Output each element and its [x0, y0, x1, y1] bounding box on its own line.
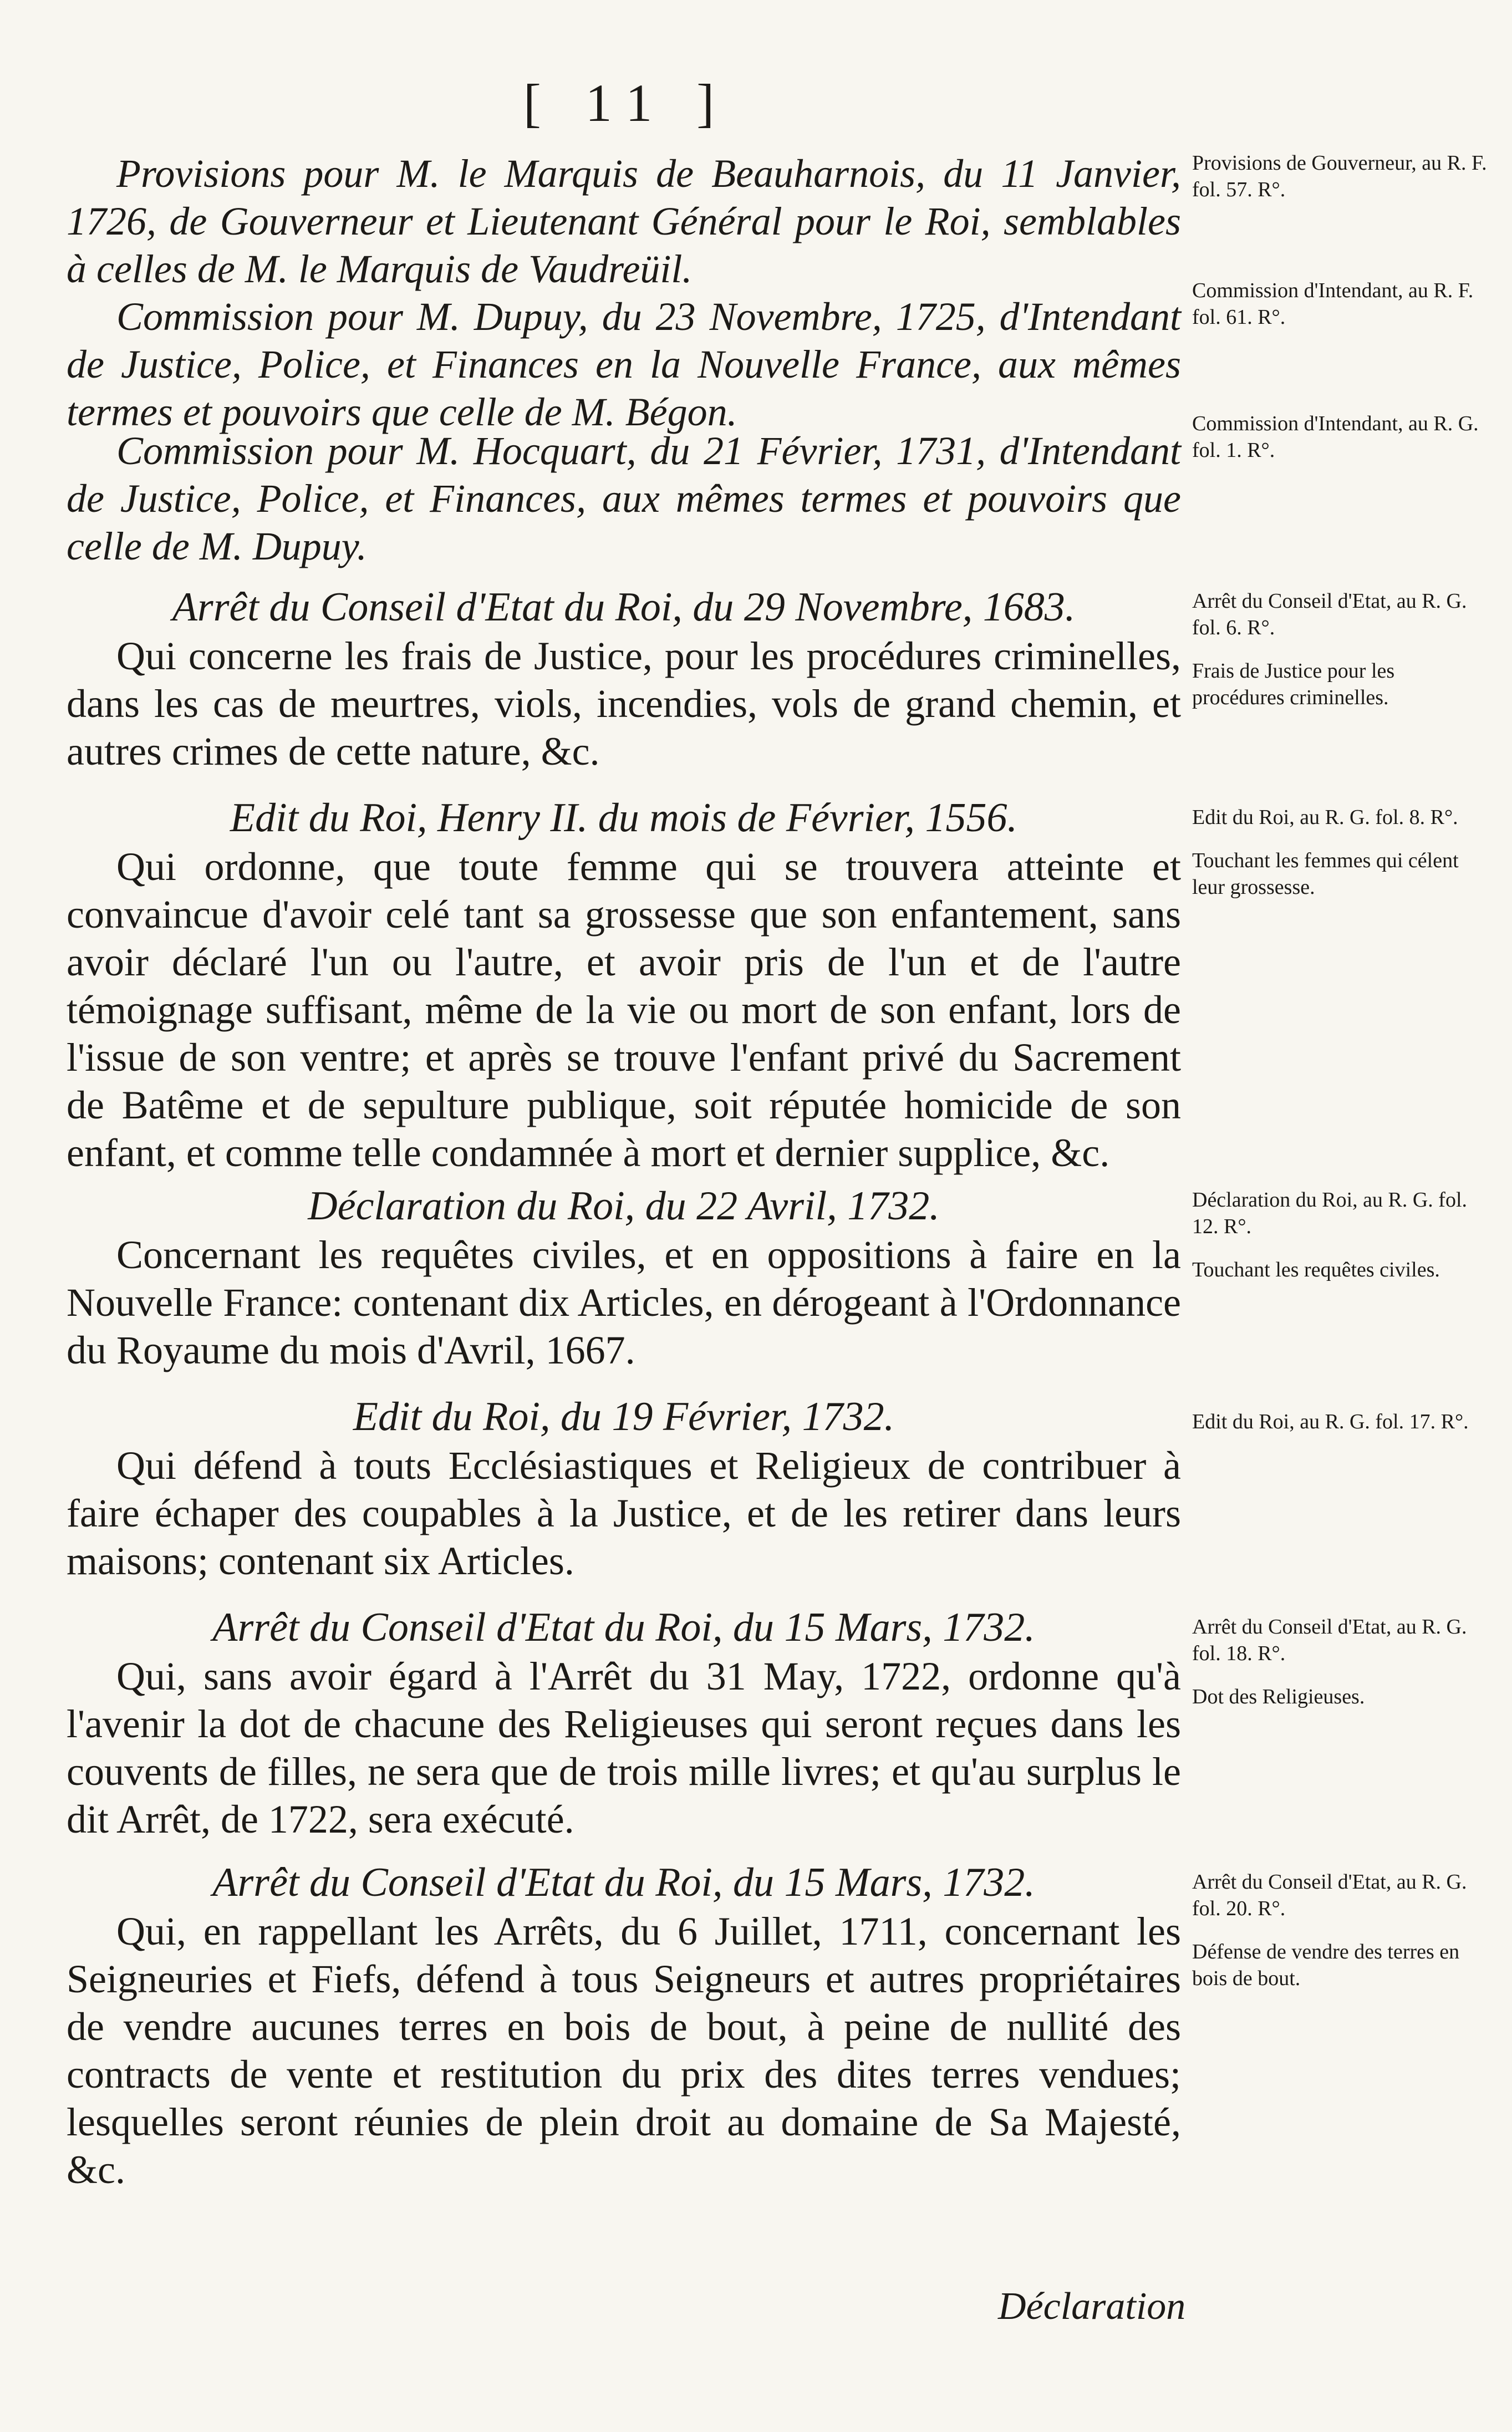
note-subject: Touchant les femmes qui célent leur grossesse.: [1192, 849, 1459, 899]
entry-text: Qui concerne les frais de Justice, pour les procédures criminelles, dans les cas de meurtres, viols, incendies, vols de grand chemin, et autres crimes de cette nature, &c.: [67, 634, 1181, 774]
entry-edit-1556: [67, 793, 1181, 1177]
entry-declaration-1732: [67, 1181, 1181, 1374]
margin-note: [1192, 1614, 1491, 1710]
entry-commission-hocquart: [67, 427, 1181, 570]
margin-note: [1192, 150, 1491, 203]
note-subject: Frais de Justice pour les procédures criminelles.: [1192, 659, 1395, 709]
entry-heading: Arrêt du Conseil d'Etat du Roi, du 29 Novembre, 1683.: [172, 584, 1076, 630]
note-reference: Arrêt du Conseil d'Etat, au R. G. fol. 18. R°.: [1192, 1615, 1467, 1665]
note-reference: Edit du Roi, au R. G. fol. 17. R°.: [1192, 1410, 1469, 1433]
margin-note: [1192, 1187, 1491, 1283]
entry-text: Concernant les requêtes civiles, et en oppositions à faire en la Nouvelle France: contenant dix Articles, en dérogeant à l'Ordonnance du Royaume du mois d'Avril, 1667.: [67, 1233, 1181, 1372]
entry-heading: Arrêt du Conseil d'Etat du Roi, du 15 Mars, 1732.: [212, 1860, 1035, 1905]
entry-provisions-beauharnois: [67, 150, 1181, 293]
note-reference: Commission d'Intendant, au R. F. fol. 61. R°.: [1192, 279, 1474, 329]
margin-note: [1192, 410, 1491, 464]
entry-arret-dot-1732: [67, 1602, 1181, 1843]
note-reference: Déclaration du Roi, au R. G. fol. 12. R°.: [1192, 1188, 1468, 1238]
entry-arret-1683: [67, 582, 1181, 775]
note-subject: Défense de vendre des terres en bois de bout.: [1192, 1940, 1460, 1990]
note-reference: Provisions de Gouverneur, au R. F. fol. 57. R°.: [1192, 151, 1487, 201]
note-reference: Arrêt du Conseil d'Etat, au R. G. fol. 20. R°.: [1192, 1870, 1467, 1920]
entry-heading: Déclaration du Roi, du 22 Avril, 1732.: [308, 1183, 940, 1229]
note-subject: Dot des Religieuses.: [1192, 1685, 1365, 1708]
note-subject: Touchant les requêtes civiles.: [1192, 1258, 1440, 1281]
margin-note: [1192, 277, 1491, 330]
entry-text: Commission pour M. Dupuy, du 23 Novembre, 1725, d'Intendant de Justice, Police, et Finances en la Nouvelle France, aux mêmes termes et pouvoirs que celle de M. Bégon.: [67, 294, 1181, 434]
entry-arret-seigneuries-1732: [67, 1858, 1181, 2194]
entry-text: Qui défend à touts Ecclésiastiques et Religieux de contribuer à faire échaper des coupables à la Justice, et de les retirer dans leurs maisons; contenant six Articles.: [67, 1443, 1181, 1583]
entry-heading: Edit du Roi, Henry II. du mois de Février, 1556.: [230, 795, 1018, 841]
entry-commission-dupuy: [67, 293, 1181, 436]
entry-edit-1732: [67, 1392, 1181, 1585]
entry-heading: Edit du Roi, du 19 Février, 1732.: [353, 1394, 895, 1439]
page-number: [ 11 ]: [523, 73, 730, 133]
entry-text: Provisions pour M. le Marquis de Beauharnois, du 11 Janvier, 1726, de Gouverneur et Lieutenant Général pour le Roi, semblables à celles de M. le Marquis de Vaudreüil.: [67, 151, 1181, 291]
note-reference: Arrêt du Conseil d'Etat, au R. G. fol. 6. R°.: [1192, 589, 1467, 639]
entry-heading: Arrêt du Conseil d'Etat du Roi, du 15 Mars, 1732.: [212, 1605, 1035, 1650]
margin-note: [1192, 1408, 1491, 1435]
entry-text: Qui, en rappellant les Arrêts, du 6 Juillet, 1711, concernant les Seigneuries et Fiefs, défend à tous Seigneurs et autres propriétaires de vendre aucunes terres en bois de bout, à peine de nullité des contracts de vente et restitution du prix des dites terres vendues; lesquelles seront réunies de plein droit au domaine de Sa Majesté, &c.: [67, 1909, 1181, 2192]
entry-text: Commission pour M. Hocquart, du 21 Février, 1731, d'Intendant de Justice, Police, et Finances, aux mêmes termes et pouvoirs que celle de M. Dupuy.: [67, 429, 1181, 568]
catchword: Déclaration: [998, 2285, 1186, 2328]
entry-text: Qui ordonne, que toute femme qui se trouvera atteinte et convaincue d'avoir celé tant sa grossesse que son enfantement, sans avoir déclaré l'un ou l'autre, et avoir pris de l'un et de l'autre témoignage suffisant, même de la vie ou mort de son enfant, lors de l'issue de son ventre; et après se trouve l'enfant privé du Sacrement de Batême et de sepulture publique, soit réputée homicide de son enfant, et comme telle condamnée à mort et dernier supplice, &c.: [67, 844, 1181, 1175]
margin-note: [1192, 588, 1491, 711]
entry-text: Qui, sans avoir égard à l'Arrêt du 31 May, 1722, ordonne qu'à l'avenir la dot de chacune des Religieuses qui seront reçues dans les couvents de filles, ne sera que de trois mille livres; et qu'au surplus le dit Arrêt, de 1722, sera exécuté.: [67, 1654, 1181, 1841]
margin-note: [1192, 1869, 1491, 1992]
margin-note: [1192, 804, 1491, 900]
note-reference: Commission d'Intendant, au R. G. fol. 1. R°.: [1192, 412, 1479, 462]
note-reference: Edit du Roi, au R. G. fol. 8. R°.: [1192, 806, 1458, 829]
